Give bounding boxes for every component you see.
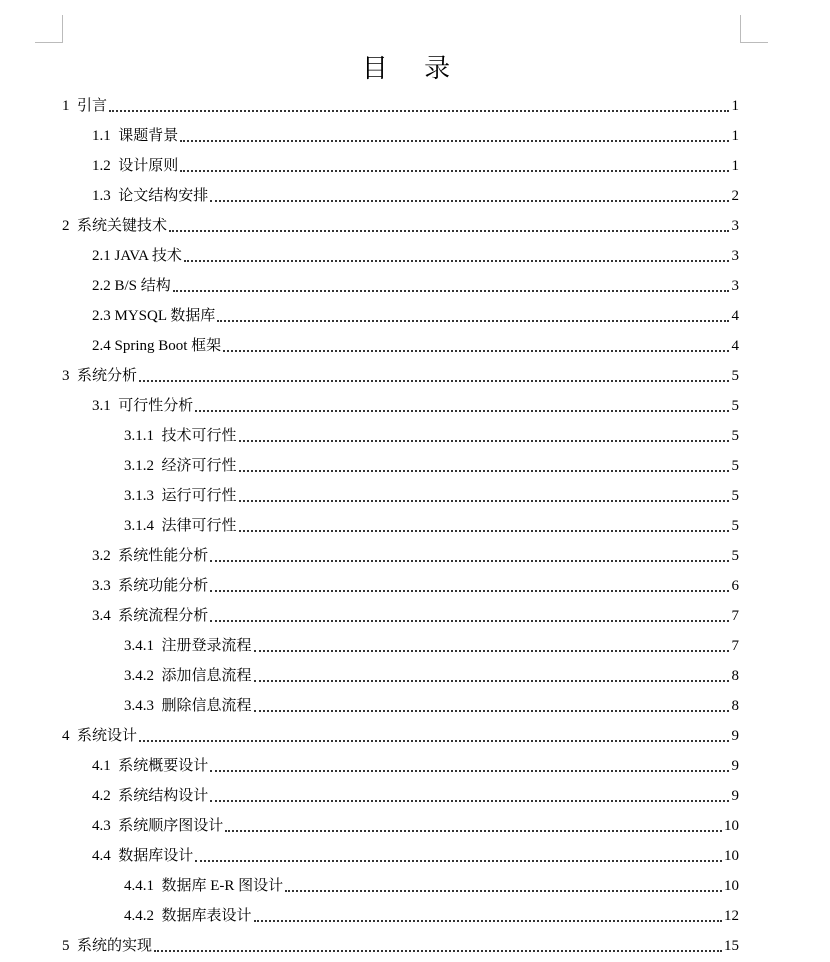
toc-entry[interactable]: [62, 96, 739, 116]
toc-entry-page: 5: [731, 398, 739, 414]
toc-entry[interactable]: [92, 756, 739, 776]
toc-entry[interactable]: [124, 426, 739, 446]
toc-entry[interactable]: [92, 246, 739, 266]
dot-leader: [239, 500, 729, 502]
toc-title: 目 录: [361, 54, 465, 84]
toc-entry[interactable]: [92, 276, 739, 296]
toc-entry-label: 4.4.2 数据库表设计: [124, 908, 252, 924]
toc-entry-page: 15: [724, 938, 739, 954]
dot-leader: [139, 740, 729, 742]
dot-leader: [210, 590, 729, 592]
toc-entry-label: 2.3 MYSQL 数据库: [92, 308, 216, 324]
toc-entry[interactable]: [92, 336, 739, 356]
dot-leader: [254, 710, 729, 712]
toc-entry-page: 5: [731, 368, 739, 384]
toc-entry[interactable]: [62, 216, 739, 236]
toc-entry[interactable]: [92, 126, 739, 146]
toc-entry-page: 9: [731, 728, 739, 744]
toc-entry-label: 3.4.3 删除信息流程: [124, 698, 252, 714]
toc-entry-page: 3: [731, 218, 739, 234]
dot-leader: [210, 620, 729, 622]
dot-leader: [239, 530, 729, 532]
toc-entry-label: 1.2 设计原则: [92, 158, 179, 174]
dot-leader: [195, 410, 729, 412]
toc-entry[interactable]: [92, 606, 739, 626]
toc-entry[interactable]: [124, 906, 739, 926]
dot-leader: [210, 770, 729, 772]
dot-leader: [254, 650, 729, 652]
toc-entry-page: 7: [731, 638, 739, 654]
toc-entry-label: 1 引言: [62, 98, 108, 114]
toc-entry-page: 5: [731, 488, 739, 504]
toc-entry[interactable]: [124, 696, 739, 716]
toc-entry-label: 3.1.3 运行可行性: [124, 488, 237, 504]
toc-entry-label: 3.1.2 经济可行性: [124, 458, 237, 474]
toc-entry-label: 2.2 B/S 结构: [92, 278, 171, 294]
toc-entry[interactable]: [124, 636, 739, 656]
toc-entry-page: 5: [731, 428, 739, 444]
toc-entry-page: 6: [731, 578, 739, 594]
toc-entry-page: 4: [731, 308, 739, 324]
toc-entry-label: 2.1 JAVA 技术: [92, 248, 182, 264]
toc-entry-label: 3.4.1 注册登录流程: [124, 638, 252, 654]
dot-leader: [239, 470, 729, 472]
toc-entry-page: 4: [731, 338, 739, 354]
toc-entry-label: 1.3 论文结构安排: [92, 188, 209, 204]
toc-entry-page: 12: [724, 908, 739, 924]
toc-entry-page: 3: [731, 248, 739, 264]
toc-entry-label: 3.1.1 技术可行性: [124, 428, 237, 444]
dot-leader: [254, 920, 722, 922]
dot-leader: [154, 950, 722, 952]
dot-leader: [195, 860, 722, 862]
toc-entry-page: 10: [724, 818, 739, 834]
dot-leader: [109, 110, 729, 112]
dot-leader: [210, 200, 729, 202]
toc-entry[interactable]: [62, 366, 739, 386]
dot-leader: [217, 320, 729, 322]
toc-entry-label: 5 系统的实现: [62, 938, 153, 954]
toc-entry-label: 1.1 课题背景: [92, 128, 179, 144]
toc-entry[interactable]: [92, 816, 739, 836]
toc-entry-page: 1: [731, 158, 739, 174]
toc-entry-page: 8: [731, 668, 739, 684]
toc-entry[interactable]: [62, 726, 739, 746]
toc-entry-label: 2.4 Spring Boot 框架: [92, 338, 222, 354]
toc-entry-label: 3.1 可行性分析: [92, 398, 194, 414]
toc-entry-label: 4.1 系统概要设计: [92, 758, 209, 774]
toc-entry-page: 8: [731, 698, 739, 714]
toc-entry-page: 5: [731, 518, 739, 534]
page-corner-mark-right: [740, 15, 768, 43]
toc-entry-label: 3.2 系统性能分析: [92, 548, 209, 564]
toc-entry-page: 7: [731, 608, 739, 624]
toc-entry[interactable]: [92, 576, 739, 596]
dot-leader: [180, 140, 729, 142]
toc-entry-page: 10: [724, 878, 739, 894]
dot-leader: [223, 350, 729, 352]
toc-entry[interactable]: [124, 486, 739, 506]
dot-leader: [225, 830, 722, 832]
toc-entry-label: 4.3 系统顺序图设计: [92, 818, 224, 834]
toc-entry[interactable]: [92, 786, 739, 806]
toc-entry-page: 10: [724, 848, 739, 864]
toc-entry-page: 9: [731, 788, 739, 804]
toc-entry-page: 1: [731, 98, 739, 114]
dot-leader: [239, 440, 729, 442]
dot-leader: [169, 230, 729, 232]
dot-leader: [285, 890, 722, 892]
toc-entry-label: 3.4 系统流程分析: [92, 608, 209, 624]
toc-entry[interactable]: [124, 456, 739, 476]
toc-entry[interactable]: [92, 846, 739, 866]
dot-leader: [210, 800, 729, 802]
toc-entry[interactable]: [92, 306, 739, 326]
page-corner-mark-left: [35, 15, 63, 43]
toc-entry-label: 4.4 数据库设计: [92, 848, 194, 864]
toc-entry-label: 4.2 系统结构设计: [92, 788, 209, 804]
toc-entry-page: 9: [731, 758, 739, 774]
toc-entry-page: 5: [731, 458, 739, 474]
toc-entry-label: 3.4.2 添加信息流程: [124, 668, 252, 684]
toc-entry[interactable]: [62, 936, 739, 956]
toc-entry-label: 2 系统关键技术: [62, 218, 168, 234]
dot-leader: [254, 680, 729, 682]
toc-entry[interactable]: [92, 156, 739, 176]
toc-entry[interactable]: [92, 546, 739, 566]
toc-entry[interactable]: [124, 876, 739, 896]
toc-entry-page: 5: [731, 548, 739, 564]
toc-entry-label: 4 系统设计: [62, 728, 138, 744]
toc-entry[interactable]: [92, 396, 739, 416]
toc-entry-page: 3: [731, 278, 739, 294]
toc-entry-label: 3.3 系统功能分析: [92, 578, 209, 594]
toc-entry[interactable]: [124, 666, 739, 686]
toc-entry-label: 3 系统分析: [62, 368, 138, 384]
toc-entry[interactable]: [124, 516, 739, 536]
toc-entry-label: 3.1.4 法律可行性: [124, 518, 237, 534]
toc-entry-label: 4.4.1 数据库 E-R 图设计: [124, 878, 284, 894]
toc-entry-page: 2: [731, 188, 739, 204]
dot-leader: [173, 290, 729, 292]
dot-leader: [210, 560, 729, 562]
toc-entry[interactable]: [92, 186, 739, 206]
dot-leader: [139, 380, 729, 382]
dot-leader: [180, 170, 729, 172]
toc-entry-page: 1: [731, 128, 739, 144]
dot-leader: [184, 260, 729, 262]
